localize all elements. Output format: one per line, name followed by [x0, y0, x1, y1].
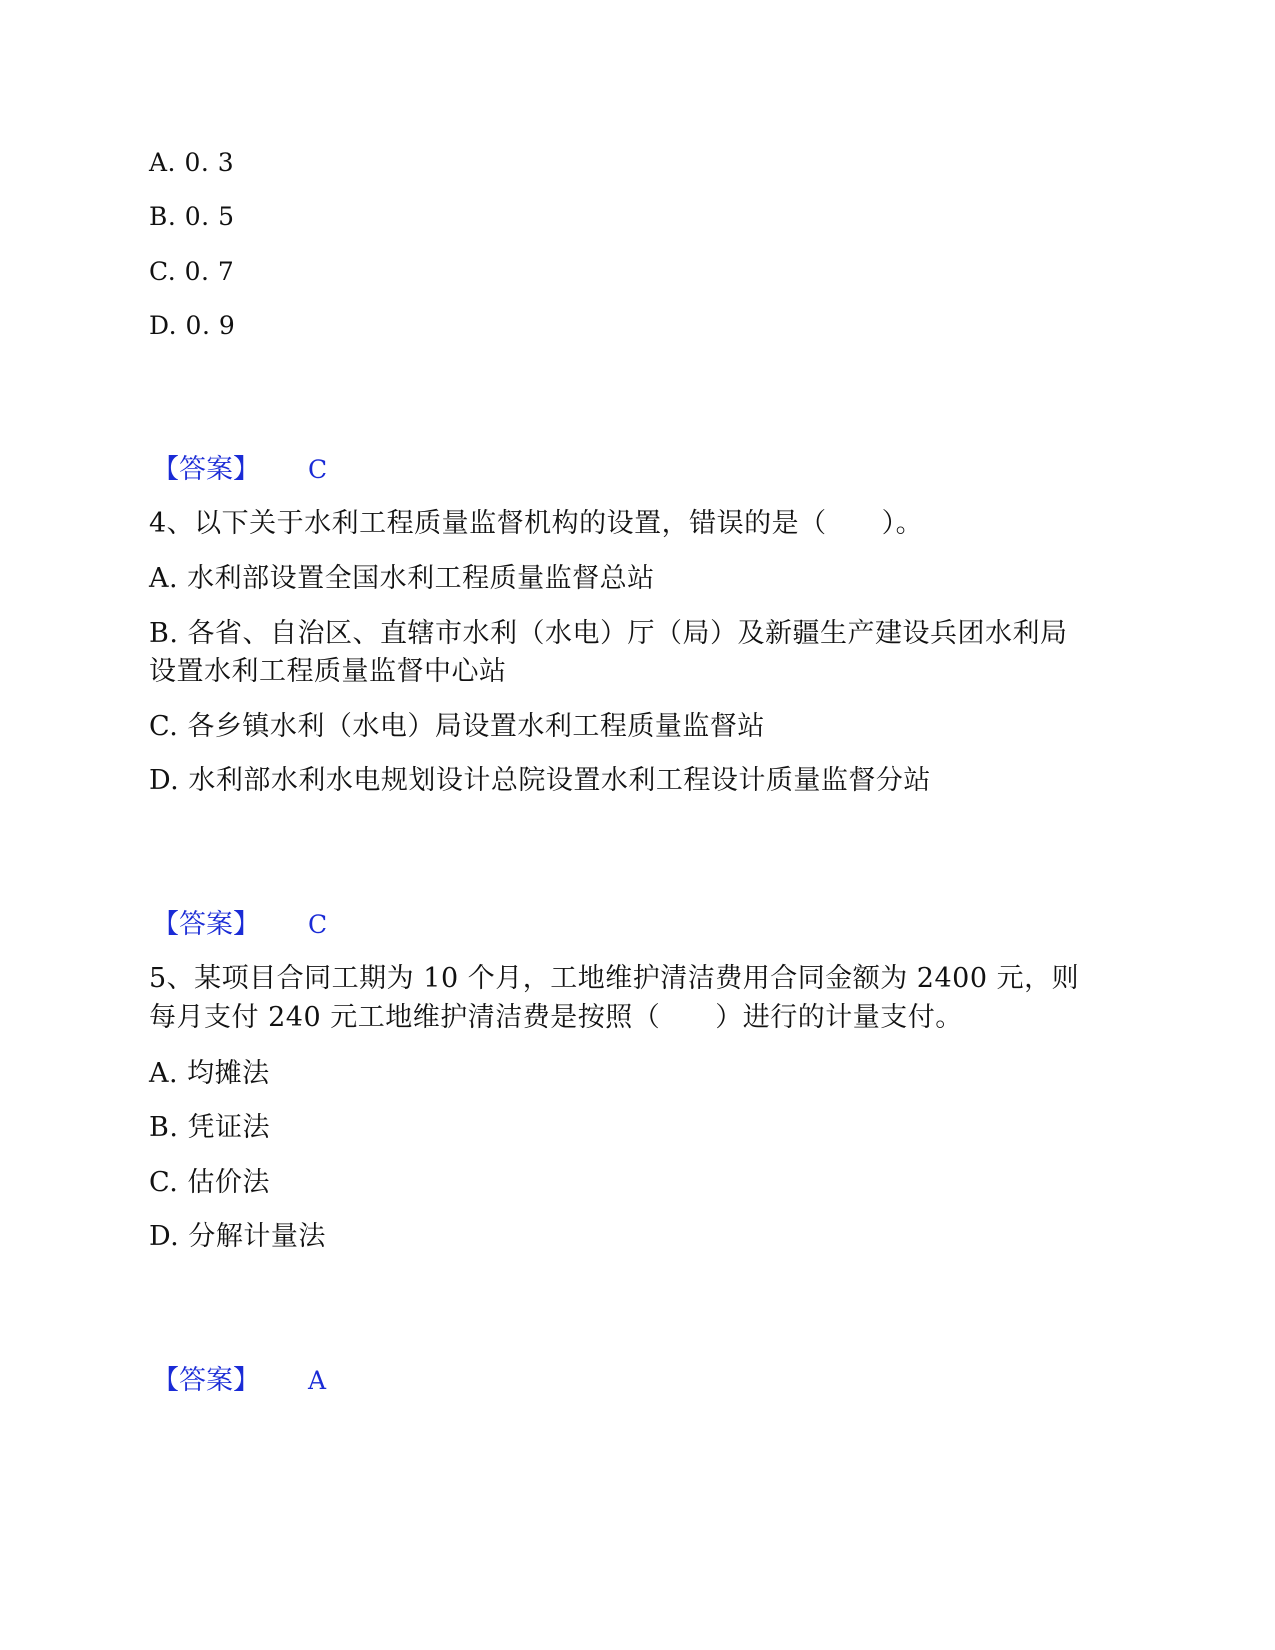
answer-value: C — [308, 455, 328, 484]
q5-option-d: D. 分解计量法 — [149, 1221, 326, 1252]
answer-label: 【答案】 — [152, 909, 260, 940]
q5-stem-line1: 5、某项目合同工期为 10 个月，工地维护清洁费用合同金额为 2400 元，则 — [149, 963, 1080, 994]
q3-option-b: B. 0. 5 — [149, 202, 235, 231]
q5-stem-line2: 每月支付 240 元工地维护清洁费是按照（ ）进行的计量支付。 — [149, 1002, 963, 1033]
answer-label: 【答案】 — [152, 454, 260, 485]
answer-value: A — [308, 1366, 327, 1395]
q4-option-b-cont: 设置水利工程质量监督中心站 — [149, 656, 507, 687]
q3-option-a: A. 0. 3 — [149, 148, 235, 177]
q5-option-a: A. 均摊法 — [149, 1058, 270, 1089]
q4-answer — [152, 905, 327, 945]
q5-option-b: B. 凭证法 — [149, 1112, 271, 1143]
q3-option-d: D. 0. 9 — [149, 311, 236, 340]
q3-option-c: C. 0. 7 — [149, 257, 235, 286]
q5-answer — [152, 1361, 326, 1401]
answer-value: C — [308, 910, 328, 939]
q4-option-b: B. 各省、自治区、直辖市水利（水电）厅（局）及新疆生产建设兵团水利局 — [149, 618, 1068, 649]
q4-option-a: A. 水利部设置全国水利工程质量监督总站 — [149, 563, 655, 594]
q4-option-c: C. 各乡镇水利（水电）局设置水利工程质量监督站 — [149, 711, 765, 742]
q5-option-c: C. 估价法 — [149, 1167, 270, 1198]
q3-answer — [152, 450, 327, 490]
q4-option-d: D. 水利部水利水电规划设计总院设置水利工程设计质量监督分站 — [149, 765, 931, 796]
answer-label: 【答案】 — [152, 1365, 260, 1396]
q4-stem: 4、以下关于水利工程质量监督机构的设置，错误的是（ ）。 — [149, 508, 924, 539]
